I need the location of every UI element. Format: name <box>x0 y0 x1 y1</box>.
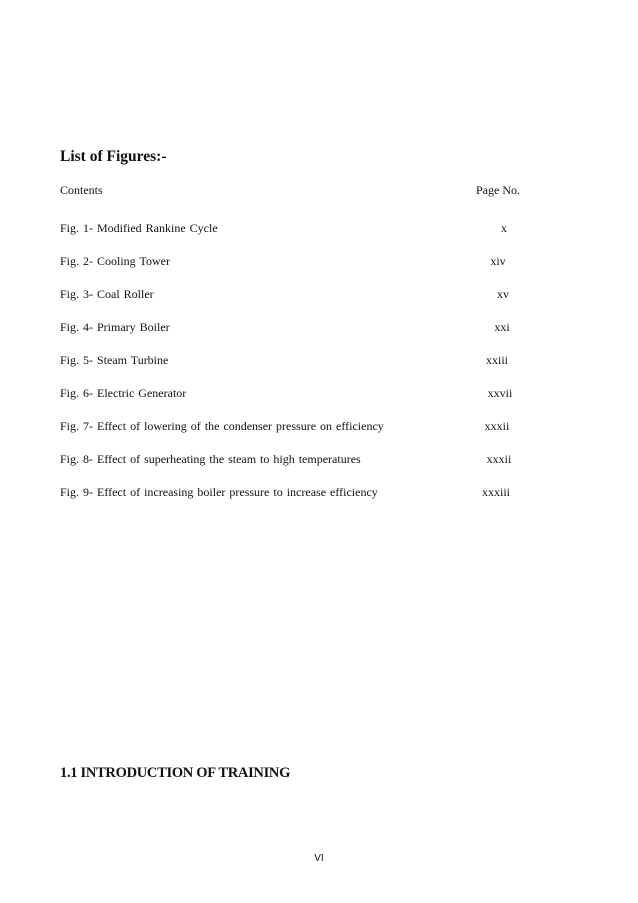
figure-page-number: x <box>501 221 507 235</box>
section-title: 1.1 INTRODUCTION OF TRAINING <box>60 765 291 781</box>
figure-label: Fig. 6- Electric Generator <box>60 386 187 400</box>
figure-entry <box>0 320 638 336</box>
figure-label: Fig. 9- Effect of increasing boiler pressure to increase efficiency <box>60 485 378 499</box>
contents-column-header: Contents <box>60 183 103 197</box>
figure-page-number: xxxii <box>486 452 512 466</box>
figure-entry <box>0 485 638 501</box>
figure-entry <box>0 386 638 402</box>
figure-label: Fig. 3- Coal Roller <box>60 287 154 301</box>
figure-page-number: xv <box>497 287 509 301</box>
figure-entry <box>0 254 638 270</box>
figure-label: Fig. 5- Steam Turbine <box>60 353 169 367</box>
figure-label: Fig. 4- Primary Boiler <box>60 320 170 334</box>
figure-entry <box>0 353 638 369</box>
figure-label: Fig. 1- Modified Rankine Cycle <box>60 221 218 235</box>
figure-page-number: xxi <box>494 320 510 334</box>
figure-entry <box>0 419 638 435</box>
figure-label: Fig. 2- Cooling Tower <box>60 254 170 268</box>
figure-label: Fig. 7- Effect of lowering of the condenser pressure on efficiency <box>60 419 384 433</box>
figure-label: Fig. 8- Effect of superheating the steam to high temperatures <box>60 452 361 466</box>
list-of-figures-heading: List of Figures:- <box>60 148 167 165</box>
page-number: VI <box>314 853 324 864</box>
figure-page-number: xxiii <box>485 353 508 367</box>
figure-page-number: xiv <box>490 254 506 268</box>
figure-page-number: xxxiii <box>481 485 510 499</box>
figure-page-number: xxxii <box>484 419 510 433</box>
figure-entry <box>0 452 638 468</box>
page-no-column-header: Page No. <box>476 183 520 197</box>
figure-entry <box>0 221 638 237</box>
figure-entry <box>0 287 638 303</box>
figure-page-number: xxvii <box>487 386 513 400</box>
